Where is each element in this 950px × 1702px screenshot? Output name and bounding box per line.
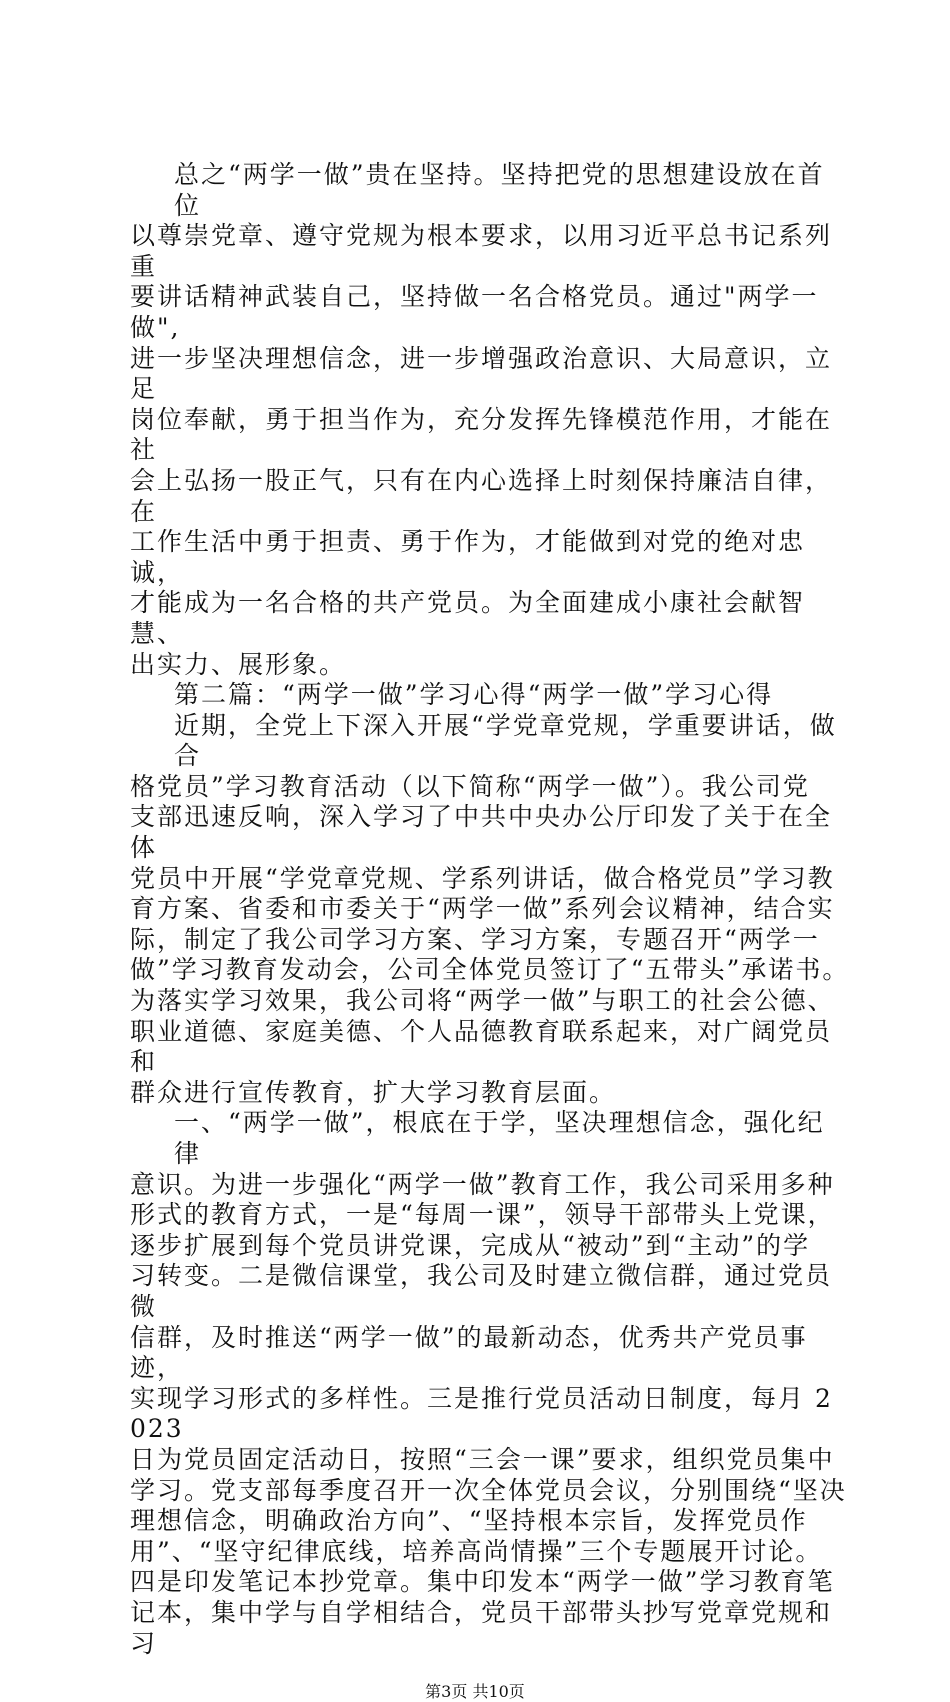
text-line: 实现学习形式的多样性。三是推行党员活动日制度，每月 2023 — [130, 1383, 833, 1444]
text-line: 际，制定了我公司学习方案、学习方案，专题召开“两学一 — [130, 924, 820, 954]
paragraph — [130, 711, 850, 1109]
text-line: 以尊崇党章、遵守党规为根本要求，以用习近平总书记系列重 — [130, 221, 833, 281]
section-heading — [130, 680, 850, 711]
text-line: 支部迅速反响，深入学习了中共中央办公厅印发了关于在全体 — [130, 802, 833, 863]
text-line: 逐步扩展到每个党员讲党课，完成从“被动”到“主动”的学 — [130, 1230, 811, 1260]
text-line: 做”学习教育发动会，公司全体党员签订了“五带头”承诺书。 — [130, 955, 850, 985]
text-line: 群众进行宣传教育，扩大学习教育层面。 — [130, 1077, 617, 1107]
text-line: 日为党员固定活动日，按照“三会一课”要求，组织党员集中 — [130, 1444, 835, 1474]
text-line: 职业道德、家庭美德、个人品德教育联系起来，对广阔党员和 — [130, 1016, 833, 1077]
document-body — [130, 160, 850, 1659]
text-line: 进一步坚决理想信念，进一步增强政治意识、大局意识，立足 — [130, 343, 833, 404]
text-line: 党员中开展“学党章党规、学系列讲话，做合格党员”学习教 — [130, 863, 835, 893]
text-line: 出实力、展形象。 — [130, 649, 347, 679]
page-footer: 第3页 共10页 — [425, 1682, 525, 1701]
text-line: 形式的教育方式，一是“每周一课”，领导干部带头上党课， — [130, 1200, 835, 1230]
text-line: 要讲话精神武装自己，坚持做一名合格党员。通过"两学一做", — [130, 282, 819, 342]
paragraph — [130, 1108, 850, 1659]
text-line: 一、“两学一做”，根底在于学，坚决理想信念，强化纪律 — [174, 1108, 825, 1168]
text-line: 工作生活中勇于担责、勇于作为，才能做到对党的绝对忠诚， — [130, 527, 806, 587]
text-line: 四是印发笔记本抄党章。集中印发本“两学一做”学习教育笔 — [130, 1567, 835, 1597]
text-line: 意识。为进一步强化“两学一做”教育工作，我公司采用多种 — [130, 1169, 835, 1199]
text-line: 格党员”学习教育活动（以下简称“两学一做”）。我公司党 — [130, 771, 810, 801]
text-line: 总之“两学一做”贵在坚持。坚持把党的思想建设放在首位 — [174, 160, 825, 220]
text-line: 用”、“坚守纪律底线，培养高尚情操”三个专题展开讨论。 — [130, 1536, 823, 1566]
paragraph — [130, 160, 850, 680]
text-line: 信群，及时推送“两学一做”的最新动态，优秀共产党员事迹， — [130, 1322, 808, 1383]
text-line: 才能成为一名合格的共产党员。为全面建成小康社会献智慧、 — [130, 588, 806, 648]
text-line: 理想信念，明确政治方向”、“坚持根本宗旨，发挥党员作 — [130, 1506, 808, 1536]
text-line: 记本，集中学与自学相结合，党员干部带头抄写党章党规和习 — [130, 1597, 833, 1658]
text-line: 近期，全党上下深入开展“学党章党规，学重要讲话，做合 — [174, 710, 837, 771]
text-line: 学习。党支部每季度召开一次全体党员会议，分别围绕“坚决 — [130, 1475, 847, 1505]
text-line: 为落实学习效果，我公司将“两学一做”与职工的社会公德、 — [130, 986, 835, 1016]
text-line: 第二篇：“两学一做”学习心得“两学一做”学习心得 — [174, 680, 774, 710]
text-line: 岗位奉献，勇于担当作为，充分发挥先锋模范作用，才能在社 — [130, 404, 833, 465]
text-line: 会上弘扬一股正气，只有在内心选择上时刻保持廉洁自律，在 — [130, 465, 833, 526]
text-line: 习转变。二是微信课堂，我公司及时建立微信群，通过党员微 — [130, 1261, 833, 1321]
text-line: 育方案、省委和市委关于“两学一做”系列会议精神，结合实 — [130, 894, 835, 924]
